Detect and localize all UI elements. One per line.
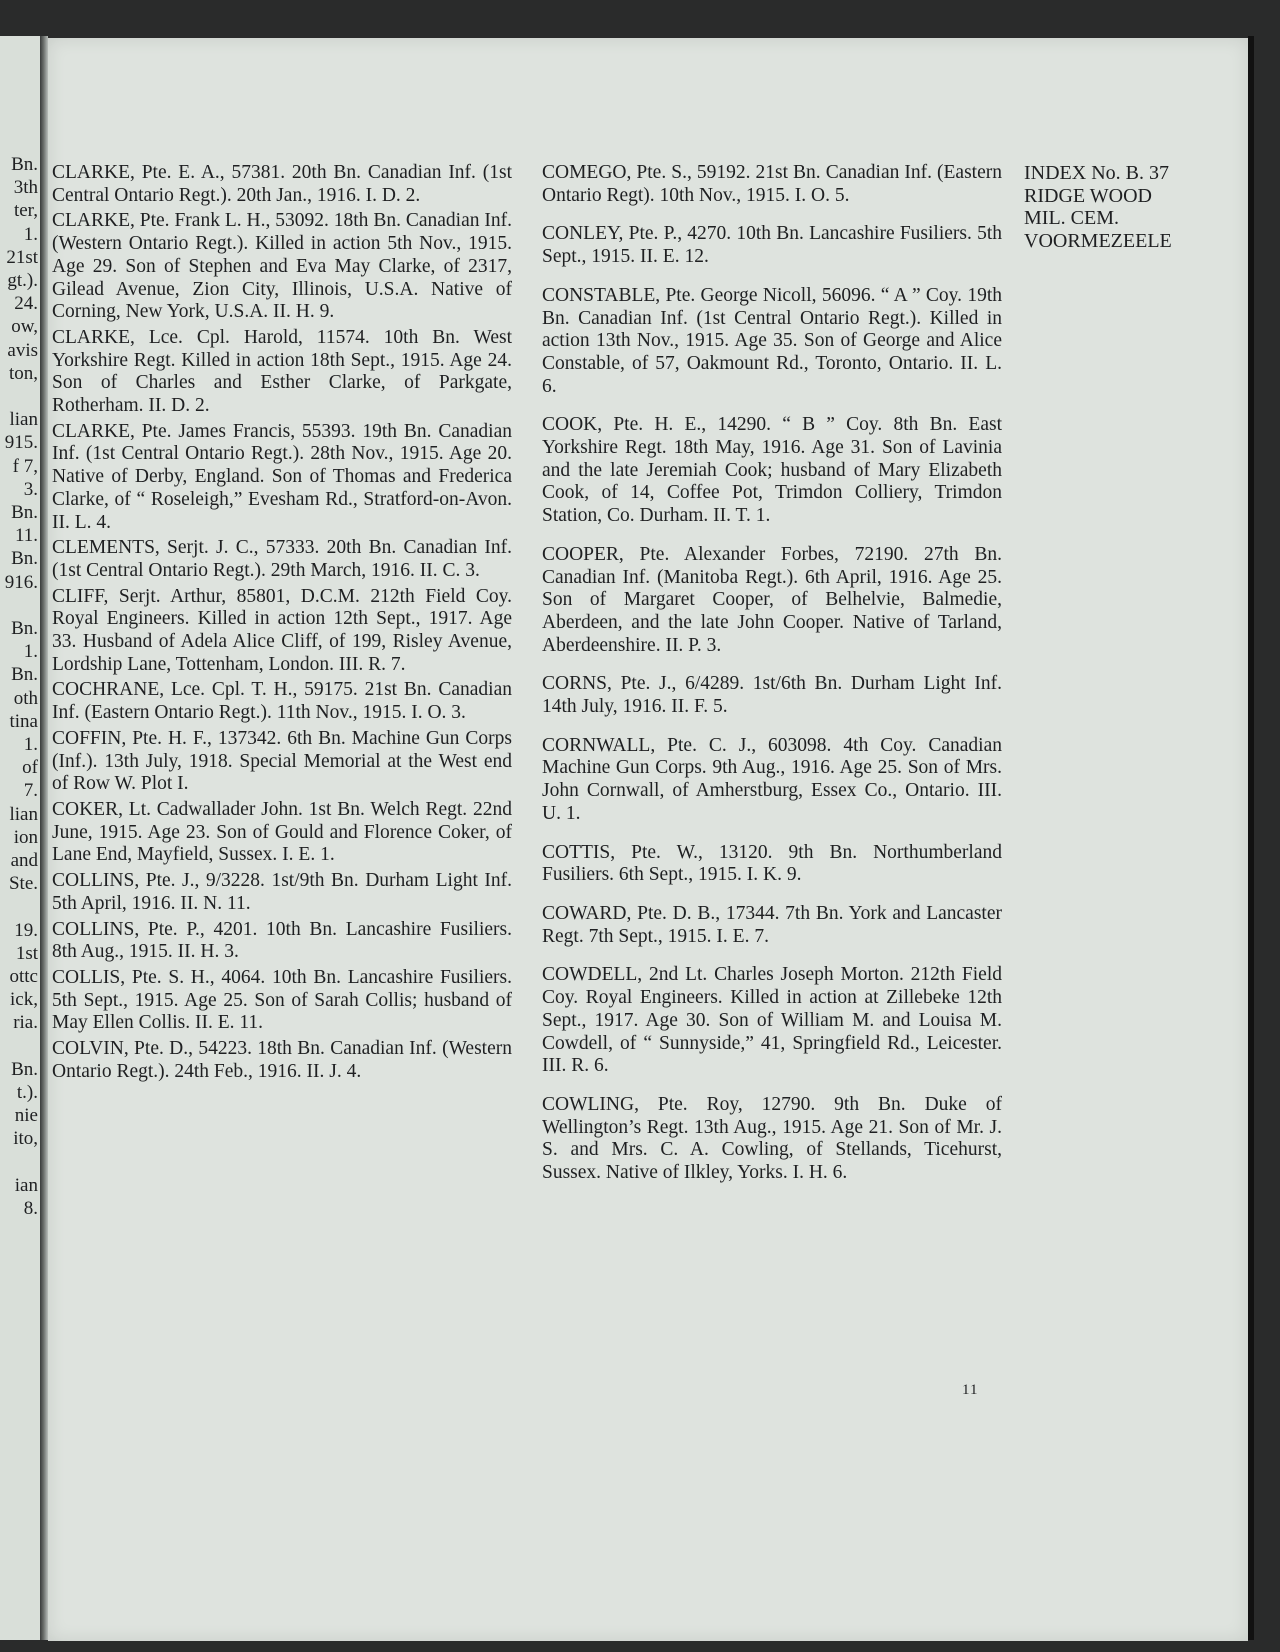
previous-page-fragment: gt.). [7, 270, 38, 291]
register-entry: COMEGO, Pte. S., 59192. 21st Bn. Canadian Inf. (Eastern Ontario Regt). 10th Nov., 1915. I. O. 5. [542, 162, 1002, 206]
previous-page-edge [0, 36, 44, 1640]
register-entry: COKER, Lt. Cadwallader John. 1st Bn. Welch Regt. 22nd June, 1915. Age 23. Son of Gould and Florence Coker, of Lane End, Mayfield, Sussex. I. E. 1. [52, 798, 512, 866]
previous-page-fragment: Bn. [11, 502, 38, 523]
previous-page-fragment: 915. [4, 432, 38, 454]
previous-page-fragment: ion [13, 826, 38, 848]
register-entry: CLARKE, Pte. Frank L. H., 53092. 18th Bn. Canadian Inf. (Western Ontario Regt.). Killed in action 5th Nov., 1915. Age 29. Son of Stephen and Eva May Clarke, of 2317, Gilead Avenue, Zion City, Illinois, U.S.A. Native of Corning, New York, U.S.A. II. H. 9. [52, 210, 512, 323]
previous-page-fragment: 21st [6, 246, 38, 268]
register-entry: COWDELL, 2nd Lt. Charles Joseph Morton. 212th Field Coy. Royal Engineers. Killed in action at Zillebeke 12th Sept., 1917. Age 30. Son of William M. and Louisa M. Cowdell, of “ Sunnyside,” 41, Springfield Rd., Leicester. III. R. 6. [542, 964, 1002, 1077]
previous-page-fragment: ian [14, 1174, 38, 1196]
previous-page-fragment: nie [14, 1105, 38, 1127]
book-spine [40, 36, 48, 1640]
previous-page-fragment: 3th [13, 177, 38, 199]
previous-page-fragment: oth [13, 687, 38, 709]
register-entry: CORNWALL, Pte. C. J., 603098. 4th Coy. Canadian Machine Gun Corps. 9th Aug., 1916. Age 25. Son of Mrs. John Cornwall, of Amherstburg, Essex Co., Ontario. III. U. 1. [542, 734, 1002, 824]
previous-page-fragment: 19. [14, 919, 38, 941]
register-entry: COLLINS, Pte. J., 9/3228. 1st/9th Bn. Durham Light Inf. 5th April, 1916. II. N. 11. [52, 870, 512, 914]
index-header [1024, 162, 1172, 252]
previous-page-fragment: 7. [23, 780, 38, 802]
previous-page-fragment: and [10, 850, 38, 871]
previous-page-fragment: tina [9, 710, 38, 732]
register-entry: CLARKE, Pte. E. A., 57381. 20th Bn. Canadian Inf. (1st Central Ontario Regt.). 20th Jan., 1916. I. D. 2. [52, 162, 512, 206]
register-entry: COOK, Pte. H. E., 14290. “ B ” Coy. 8th Bn. East Yorkshire Regt. 18th May, 1916. Age 31. Son of Lavinia and the late Jeremiah Cook; husband of Mary Elizabeth Cook, of 14, Coffee Pot, Trimdon Colliery, Trimdon Station, Co. Durham. II. T. 1. [542, 414, 1002, 527]
register-entry: CLARKE, Lce. Cpl. Harold, 11574. 10th Bn. West Yorkshire Regt. Killed in action 18th Sept., 1915. Age 24. Son of Charles and Esther Clarke, of Parkgate, Rotherham. II. D. 2. [52, 326, 512, 417]
previous-page-fragment: Bn. [11, 154, 38, 175]
previous-page-fragment: Bn. [11, 664, 38, 686]
previous-page-fragment: Bn. [11, 1058, 38, 1080]
register-entry: COLLIS, Pte. S. H., 4064. 10th Bn. Lancashire Fusiliers. 5th Sept., 1915. Age 25. Son of Sarah Collis; husband of May Ellen Collis. II. E. 11. [52, 966, 512, 1034]
register-entry: CLEMENTS, Serjt. J. C., 57333. 20th Bn. Canadian Inf. (1st Central Ontario Regt.). 29th March, 1916. II. C. 3. [52, 537, 512, 581]
previous-page-fragment: lian [9, 803, 38, 825]
previous-page-fragment: Ste. [8, 873, 38, 895]
page-edge-shadow [1248, 36, 1254, 1640]
register-entry: COTTIS, Pte. W., 13120. 9th Bn. Northumberland Fusiliers. 6th Sept., 1915. I. K. 9. [542, 841, 1002, 886]
previous-page-fragment: 916. [4, 571, 38, 593]
cemetery-name: RIDGE WOOD [1024, 184, 1152, 207]
left-column [52, 162, 512, 1086]
register-entry: COWLING, Pte. Roy, 12790. 9th Bn. Duke of Wellington’s Regt. 13th Aug., 1915. Age 21. Son of Mr. J. S. and Mrs. C. A. Cowling, of Stellands, Ticehurst, Sussex. Native of Ilkley, Yorks. I. H. 6. [542, 1093, 1002, 1184]
register-entry: COCHRANE, Lce. Cpl. T. H., 59175. 21st Bn. Canadian Inf. (Eastern Ontario Regt.). 11th Nov., 1915. I. O. 3. [52, 679, 512, 724]
register-entry: COWARD, Pte. D. B., 17344. 7th Bn. York and Lancaster Regt. 7th Sept., 1915. I. E. 7. [542, 902, 1002, 947]
previous-page-fragment: of [22, 757, 38, 779]
register-entry: CORNS, Pte. J., 6/4289. 1st/6th Bn. Durham Light Inf. 14th July, 1916. II. F. 5. [542, 673, 1002, 718]
register-entry: COOPER, Pte. Alexander Forbes, 72190. 27th Bn. Canadian Inf. (Manitoba Regt.). 6th April, 1916. Age 25. Son of Margaret Cooper, of Belhelvie, Balmedie, Aberdeen, and the late John Cooper. Native of Tarland, Aberdeenshire. II. P. 3. [542, 543, 1002, 656]
previous-page-fragment: 1st [15, 942, 38, 964]
register-entry: CLARKE, Pte. James Francis, 55393. 19th Bn. Canadian Inf. (1st Central Ontario Regt.). 28th Nov., 1915. Age 20. Native of Derby, England. Son of Thomas and Frederica Clarke, of “ Roseleigh,” Evesham Rd., Stratford-on-Avon. II. L. 4. [52, 420, 512, 533]
previous-page-fragment: ton, [8, 362, 38, 384]
page-number: 11 [962, 1382, 979, 1398]
previous-page-fragment: ottc [9, 966, 38, 987]
previous-page-fragment: ito, [13, 1128, 38, 1150]
register-entry: CONLEY, Pte. P., 4270. 10th Bn. Lancashire Fusiliers. 5th Sept., 1915. II. E. 12. [542, 223, 1002, 268]
index-number: INDEX No. B. 37 [1024, 162, 1169, 184]
cemetery-location: VOORMEZEELE [1024, 229, 1172, 252]
register-entry: COLLINS, Pte. P., 4201. 10th Bn. Lancashire Fusiliers. 8th Aug., 1915. II. H. 3. [52, 918, 512, 963]
cemetery-type: MIL. CEM. [1024, 207, 1119, 229]
previous-page-fragment: 1. [23, 223, 38, 245]
register-entry: CLIFF, Serjt. Arthur, 85801, D.C.M. 212th Field Coy. Royal Engineers. Killed in action 12th Sept., 1917. Age 33. Husband of Adela Alice Cliff, of 199, Risley Avenue, Lordship Lane, Tottenham, London. III. R. 7. [52, 585, 512, 675]
register-entry: CONSTABLE, Pte. George Nicoll, 56096. “ A ” Coy. 19th Bn. Canadian Inf. (1st Central Ontario Regt.). Killed in action 13th Nov., 1915. Age 35. Son of George and Alice Constable, of 57, Oakmount Rd., Toronto, Ontario. II. L. 6. [542, 284, 1002, 397]
previous-page-fragment: 3. [23, 478, 38, 500]
register-entry: COFFIN, Pte. H. F., 137342. 6th Bn. Machine Gun Corps (Inf.). 13th July, 1918. Special Memorial at the West end of Row W. Plot I. [52, 727, 512, 795]
previous-page-fragment: ter, [13, 200, 38, 222]
previous-page-fragment: ria. [13, 1012, 38, 1034]
previous-page-fragment: lian [9, 409, 38, 431]
previous-page-fragment: 24. [14, 293, 38, 315]
previous-page-fragment: Bn. [11, 548, 38, 570]
previous-page-fragment: ick, [10, 989, 38, 1011]
previous-page-fragment: avis [7, 339, 38, 361]
previous-page-fragment: 1. [23, 641, 38, 663]
previous-page-fragment: ow, [11, 316, 38, 338]
middle-column [542, 162, 1002, 1201]
register-entry: COLVIN, Pte. D., 54223. 18th Bn. Canadian Inf. (Western Ontario Regt.). 24th Feb., 1916. II. J. 4. [52, 1038, 512, 1082]
previous-page-fragment: f 7, [12, 455, 38, 477]
previous-page-fragment: Bn. [11, 618, 38, 639]
previous-page-fragment: 8. [23, 1198, 38, 1219]
previous-page-fragment: 11. [14, 525, 38, 547]
previous-page-fragment: 1. [23, 734, 38, 755]
register-page [48, 38, 1248, 1641]
previous-page-fragment: t.). [16, 1082, 38, 1103]
